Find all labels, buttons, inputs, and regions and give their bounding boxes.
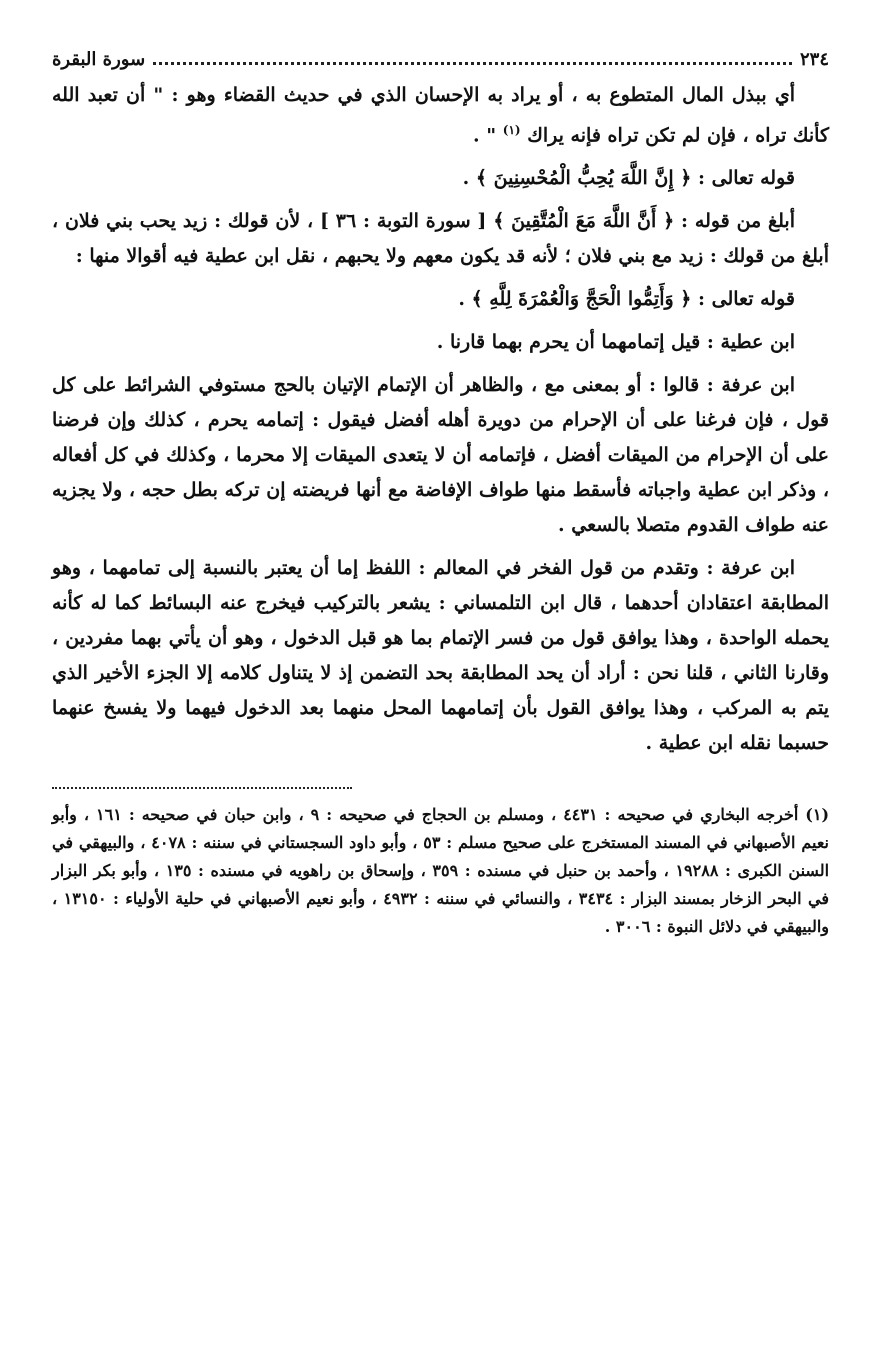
paragraph-3: أبلغ من قوله : ﴿ أَنَّ اللَّهَ مَعَ الْمُتَّقِينَ ﴾ [ سورة التوبة : ٣٦ ] ، لأن قولك : زيد يحب بني فلان ، أبلغ من قولك : زيد مع بني فلان ؛ لأنه قد يكون معهم ولا يحبهم ، نقل ابن عطية فيه أقوالا منها : (52, 210, 829, 268)
footnote-reference[interactable]: (١) (502, 123, 521, 137)
paragraph-1 (52, 78, 829, 153)
main-text (52, 78, 829, 761)
paragraph-2: قوله تعالى : ﴿ إِنَّ اللَّهَ يُحِبُّ الْمُحْسِنِينَ ﴾ . (462, 167, 795, 190)
running-header (52, 44, 829, 74)
surah-title: سورة البقرة (52, 48, 146, 70)
paragraph-6: ابن عرفة : قالوا : أو بمعنى مع ، والظاهر أن الإتمام الإتيان بالحج مستوفي الشرائط على كل قول ، فإن فرغنا على أن الإحرام من دويرة أهله أفضل فيقول : إتمامه يحرم ، كذلك وإن فرضنا على أن الإحرام من الميقات أفضل ، فإتمامه أن لا يتعدى الميقات إلا محرما ، وكذلك في كل أفعاله ، وذكر ابن عطية واجباته فأسقط منها طواف الإفاضة مع أنها فريضته إن تركه بطل حجه ، ولا يجزيه عنه طواف القدوم متصلا بالسعي . (52, 374, 829, 537)
paragraph-1-text: أي ببذل المال المتطوع به ، أو يراد به الإحسان الذي في حديث القضاء وهو : " أن تعبد الله كأنك تراه ، فإن لم تكن تراه فإنه يراك (52, 84, 829, 147)
footnotes (52, 801, 829, 941)
footnote-1: (١) أخرجه البخاري في صحيحه : ٤٤٣١ ، ومسلم بن الحجاج في صحيحه : ٩ ، وابن حبان في صحيحه : ١٦١ ، وأبو نعيم الأصبهاني في المسند المستخرج على صحيح مسلم : ٥٣ ، وأبو داود السجستاني في سننه : ٤٠٧٨ ، والبيهقي في السنن الكبرى : ١٩٢٨٨ ، وأحمد بن حنبل في مسنده : ٣٥٩ ، وإسحاق بن راهويه في مسنده : ١٣٥ ، وأبو بكر البزار في البحر الزخار بمسند البزار : ٣٤٣٤ ، والنسائي في سننه : ٤٩٣٢ ، وأبو نعيم الأصبهاني في حلية الأولياء : ١٣١٥٠ ، والبيهقي في دلائل النبوة : ٣٠٠٦ . (52, 805, 830, 937)
page-number: ٢٣٤ (799, 48, 829, 70)
footnote-separator (52, 787, 352, 789)
paragraph-7: ابن عرفة : وتقدم من قول الفخر في المعالم : اللفظ إما أن يعتبر بالنسبة إلى تمامهما ، وهو المطابقة اعتقادان أحدهما ، قال ابن التلمساني : يشعر بالتركيب فيخرج عنه البسائط كما له كأنه يحمله الواحدة ، وهذا يوافق قول من فسر الإتمام بما هو قبل الدخول ، وهو أن يأتي بهما مفردين ، وقارنا الثاني ، قلنا نحن : أراد أن يحد المطابقة بحد التضمن إذ لا يتناول كلامه إلا الجزء الأخير الذي يتم به المركب ، وهذا يوافق القول بأن إتمامهما المحل منهما بعد الدخول فيهما ولا يفسخ عنهما حسبما نقله ابن عطية . (52, 557, 829, 755)
paragraph-1-tail: " . (473, 124, 497, 147)
paragraph-5: ابن عطية : قيل إتمامهما أن يحرم بهما قارنا . (436, 331, 795, 354)
paragraph-4: قوله تعالى : ﴿ وَأَتِمُّوا الْحَجَّ وَالْعُمْرَةَ لِلَّهِ ﴾ . (458, 288, 795, 311)
header-dotted-leader (153, 62, 792, 65)
